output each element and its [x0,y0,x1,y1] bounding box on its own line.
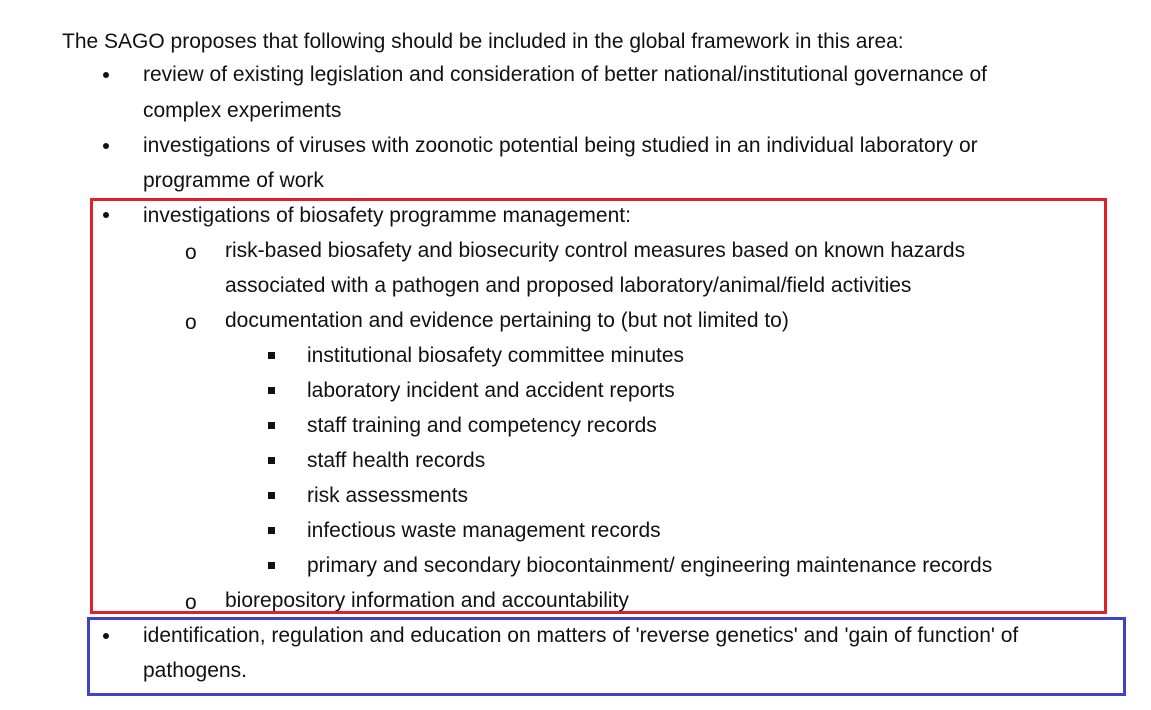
bullet-2-line-2: programme of work [143,169,324,192]
bullet-1-line-2: complex experiments [143,99,342,122]
subsub-item: risk assessments [307,484,469,507]
blue-highlight-box [87,617,1126,696]
subsub-item: infectious waste management records [307,519,661,542]
sub-bullet-marker: o [185,241,197,264]
sub-item-1-line-2: associated with a pathogen and proposed laboratory/animal/field activities [225,274,912,297]
sub-bullet-marker: o [185,591,197,614]
sub-item-2-line: documentation and evidence pertaining to (but not limited to) [225,309,789,332]
bullet-4-line-2: pathogens. [143,659,247,682]
bullet-1-line-1: review of existing legislation and consideration of better national/institutional governance of [143,63,988,86]
intro-paragraph: The SAGO proposes that following should be included in the global framework in this area: [62,30,904,53]
subsub-item: staff training and competency records [307,414,657,437]
bullet-marker [103,72,109,78]
subsub-item: staff health records [307,449,486,472]
bullet-3-line: investigations of biosafety programme management: [143,204,631,227]
sub-bullet-marker: o [185,311,197,334]
subsub-item: primary and secondary biocontainment/ engineering maintenance records [307,554,993,577]
subsub-item: laboratory incident and accident reports [307,379,675,402]
bullet-4-line-1: identification, regulation and education on matters of 'reverse genetics' and 'gain of function' of [143,624,1019,647]
bullet-marker [103,143,109,149]
bullet-2-line-1: investigations of viruses with zoonotic potential being studied in an individual laboratory or [143,134,978,157]
red-highlight-box [90,198,1107,614]
sub-item-1-line-1: risk-based biosafety and biosecurity control measures based on known hazards [225,239,966,262]
subsub-item: institutional biosafety committee minutes [307,344,685,367]
sub-item-3-line: biorepository information and accountability [225,589,629,612]
